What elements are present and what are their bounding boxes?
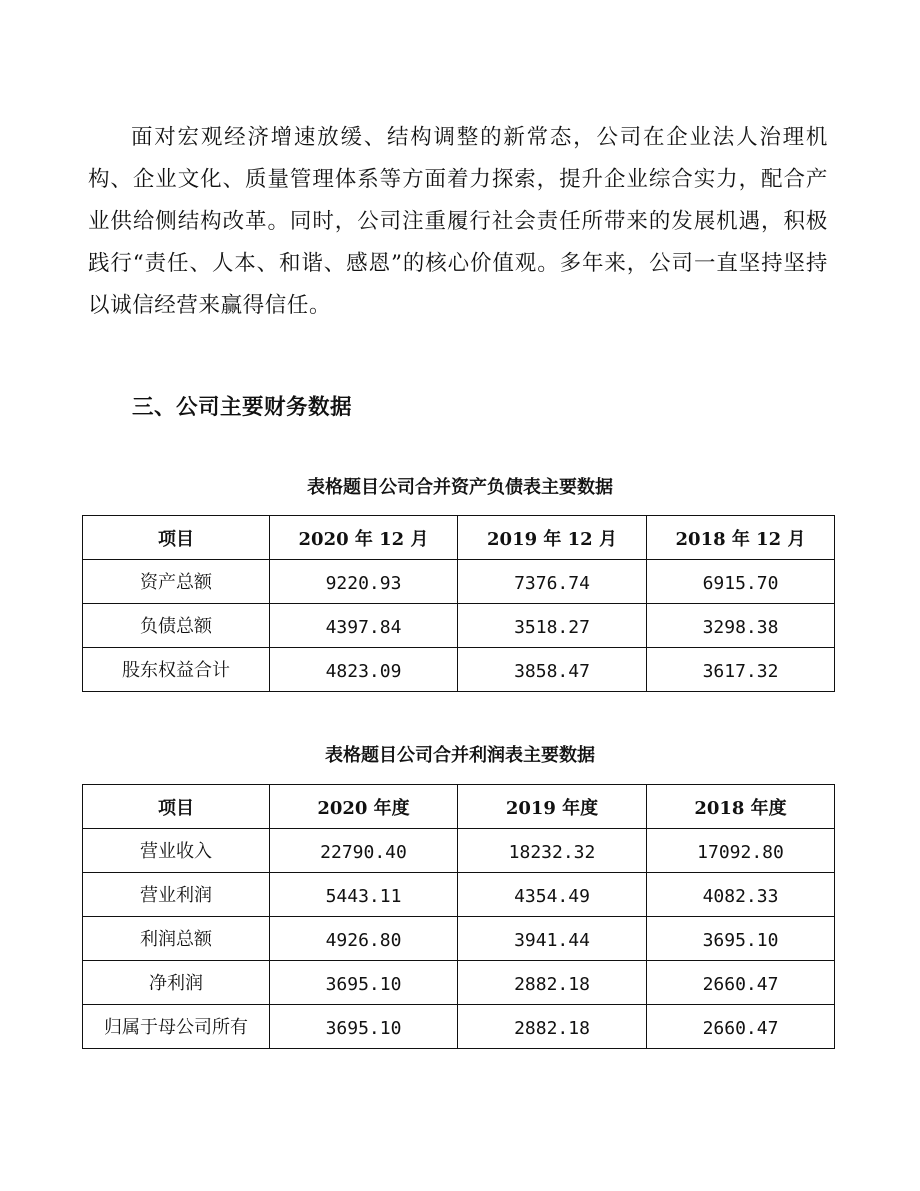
column-header: 2018 年度	[647, 785, 835, 829]
column-header: 项目	[83, 516, 270, 560]
section-heading: 三、公司主要财务数据	[132, 395, 353, 420]
table-cell: 3695.10	[647, 917, 835, 961]
income-statement-table	[82, 784, 835, 1049]
column-header: 项目	[83, 785, 270, 829]
table-cell: 17092.80	[647, 829, 835, 873]
table-cell: 4926.80	[270, 917, 458, 961]
table-cell: 2882.18	[458, 1005, 647, 1049]
row-label: 归属于母公司所有	[83, 1005, 270, 1049]
table-row	[83, 1005, 835, 1049]
row-label: 净利润	[83, 961, 270, 1005]
column-header: 2020 年度	[270, 785, 458, 829]
table-cell: 18232.32	[458, 829, 647, 873]
column-header: 2018 年 12 月	[647, 516, 835, 560]
table-header-row	[83, 785, 835, 829]
income-statement-title: 表格题目公司合并利润表主要数据	[325, 745, 595, 766]
table-row	[83, 560, 835, 604]
column-header: 2020 年 12 月	[270, 516, 458, 560]
row-label: 营业收入	[83, 829, 270, 873]
table-row	[83, 873, 835, 917]
table-row	[83, 961, 835, 1005]
row-label: 负债总额	[83, 604, 270, 648]
balance-sheet-table	[82, 515, 835, 692]
table-cell: 3617.32	[647, 648, 835, 692]
table-cell: 7376.74	[458, 560, 647, 604]
table-cell: 2882.18	[458, 961, 647, 1005]
table-cell: 22790.40	[270, 829, 458, 873]
table-row	[83, 604, 835, 648]
table-cell: 6915.70	[647, 560, 835, 604]
table-cell: 3298.38	[647, 604, 835, 648]
column-header: 2019 年度	[458, 785, 647, 829]
table-row	[83, 829, 835, 873]
table-cell: 3695.10	[270, 1005, 458, 1049]
intro-paragraph: 面对宏观经济增速放缓、结构调整的新常态，公司在企业法人治理机构、企业文化、质量管理体系等方面着力探索，提升企业综合实力，配合产业供给侧结构改革。同时，公司注重履行社会责任所带来的发展机遇，积极践行“责任、人本、和谐、感恩”的核心价值观。多年来，公司一直坚持坚持以诚信经营来赢得信任。	[88, 125, 828, 318]
table-cell: 9220.93	[270, 560, 458, 604]
table-cell: 3941.44	[458, 917, 647, 961]
row-label: 股东权益合计	[83, 648, 270, 692]
table-cell: 2660.47	[647, 1005, 835, 1049]
table-header-row	[83, 516, 835, 560]
balance-sheet-title: 表格题目公司合并资产负债表主要数据	[307, 477, 613, 498]
table-cell: 4082.33	[647, 873, 835, 917]
table-cell: 3518.27	[458, 604, 647, 648]
table-cell: 3695.10	[270, 961, 458, 1005]
table-cell: 4397.84	[270, 604, 458, 648]
row-label: 营业利润	[83, 873, 270, 917]
row-label: 利润总额	[83, 917, 270, 961]
table-cell: 4354.49	[458, 873, 647, 917]
row-label: 资产总额	[83, 560, 270, 604]
table-row	[83, 648, 835, 692]
table-row	[83, 917, 835, 961]
table-cell: 2660.47	[647, 961, 835, 1005]
table-cell: 4823.09	[270, 648, 458, 692]
table-cell: 3858.47	[458, 648, 647, 692]
table-cell: 5443.11	[270, 873, 458, 917]
column-header: 2019 年 12 月	[458, 516, 647, 560]
